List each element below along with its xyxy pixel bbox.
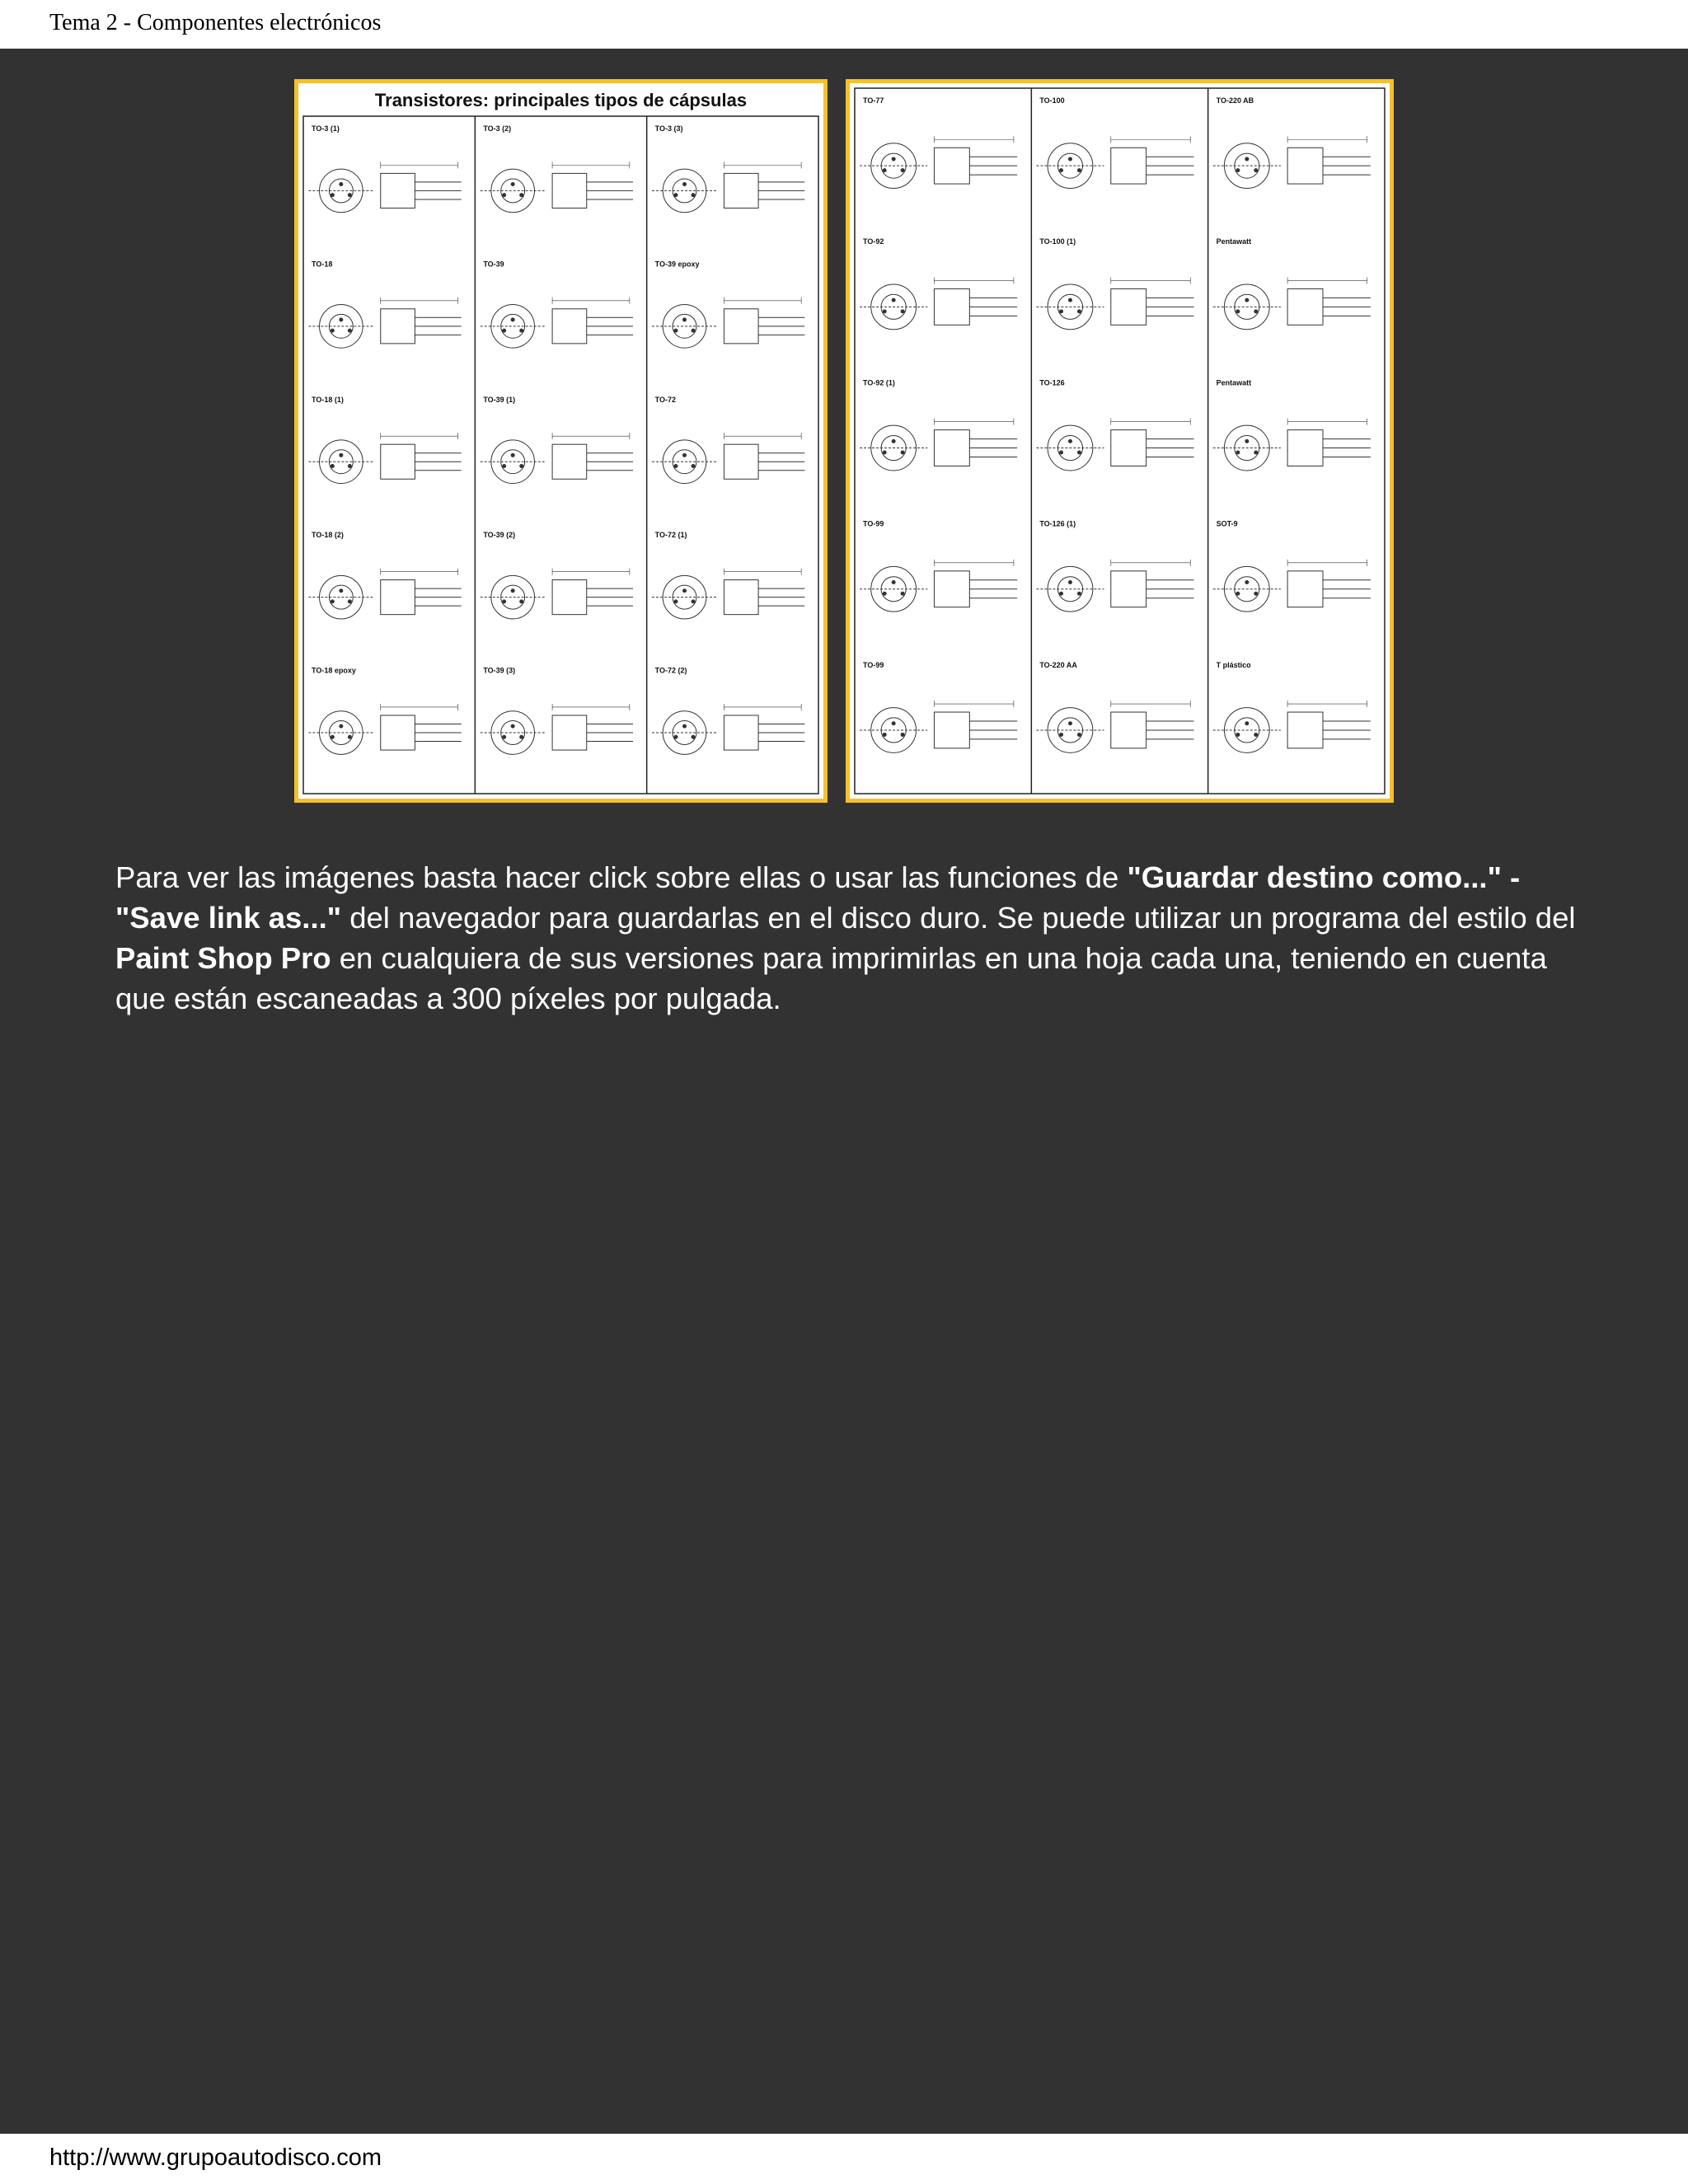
sheet-1-cell-label: TO-18 epoxy bbox=[312, 666, 356, 675]
sheet-1-cell-label: TO-72 bbox=[654, 395, 677, 404]
sheet-2-cell-label: TO-92 bbox=[863, 237, 884, 246]
sheet-1-cell-label: TO-18 (2) bbox=[312, 531, 344, 540]
instructions-text-2: del navegador para guardarlas en el disco duro. Se puede utilizar un programa del estilo del bbox=[341, 901, 1576, 935]
sheet-1-cell-label: TO-3 (1) bbox=[312, 124, 340, 133]
sheet-1-cell-label: TO-39 (1) bbox=[483, 395, 516, 404]
sheet-2-cell-label: T plástico bbox=[1216, 660, 1251, 669]
sheet-2-cell-label: TO-92 (1) bbox=[863, 378, 895, 387]
sheet-1-cell-label: TO-39 (2) bbox=[483, 531, 516, 540]
main-content bbox=[0, 49, 1688, 2134]
sheet-1-cell-label: TO-72 (2) bbox=[654, 666, 687, 675]
sheet-2-cell-label: SOT-9 bbox=[1216, 519, 1238, 528]
sheet-2-cell-label: TO-126 (1) bbox=[1039, 519, 1076, 528]
instructions-paragraph bbox=[115, 857, 1582, 1019]
instructions-text-1: Para ver las imágenes basta hacer click sobre ellas o usar las funciones de bbox=[115, 860, 1128, 894]
sheet-1-cell-label: TO-18 bbox=[312, 260, 333, 269]
sheet-1-cell-label: TO-3 (2) bbox=[483, 124, 512, 133]
sheet-1-cell-label: TO-39 epoxy bbox=[654, 260, 700, 269]
sheet-1-cell-label: TO-3 (3) bbox=[654, 124, 683, 133]
sheet-1-cell-label: TO-39 bbox=[483, 260, 504, 269]
sheet-2-cell-label: TO-126 bbox=[1039, 378, 1065, 387]
sheet-2-cell-label: TO-100 bbox=[1039, 96, 1065, 105]
paint-shop-pro-text: Paint Shop Pro bbox=[115, 941, 331, 975]
footer-url: http://www.grupoautodisco.com bbox=[49, 2144, 382, 2171]
sheet-2-cell-label: TO-99 bbox=[863, 519, 884, 528]
page-header bbox=[0, 0, 1688, 49]
sheet-2-cell-label: TO-220 AA bbox=[1039, 660, 1077, 669]
page-title: Tema 2 - Componentes electrónicos bbox=[49, 10, 382, 35]
sheet-1-cell-label: TO-39 (3) bbox=[483, 666, 516, 675]
sheet-2-cell-label: TO-77 bbox=[863, 96, 884, 105]
page-footer bbox=[0, 2134, 1688, 2184]
sheet-1-title: Transistores: principales tipos de cápsulas bbox=[374, 90, 748, 110]
sheet-2-cell-label: Pentawatt bbox=[1216, 378, 1252, 387]
sheet-2-cell-label: TO-100 (1) bbox=[1039, 237, 1076, 246]
sheet-1-cell-label: TO-72 (1) bbox=[654, 531, 687, 540]
transistor-sheet-1-link[interactable] bbox=[294, 79, 828, 803]
sheet-1-cell-label: TO-18 (1) bbox=[312, 395, 344, 404]
sheet-2-cell-label: Pentawatt bbox=[1216, 237, 1252, 246]
transistor-sheet-2-link[interactable] bbox=[846, 79, 1394, 803]
sheet-2-cell-label: TO-99 bbox=[863, 660, 884, 669]
instructions-text-3: en cualquiera de sus versiones para imprimirlas en una hoja cada una, teniendo en cuenta que están escaneadas a 300 píxeles por pulgada. bbox=[115, 941, 1547, 1015]
save-as-command-text: "Guardar destino como..." - "Save link as..." bbox=[115, 860, 1521, 935]
transistor-sheet-1-image bbox=[298, 83, 823, 799]
sheet-2-cell-label: TO-220 AB bbox=[1216, 96, 1254, 105]
transistor-sheet-2-image bbox=[850, 83, 1390, 799]
